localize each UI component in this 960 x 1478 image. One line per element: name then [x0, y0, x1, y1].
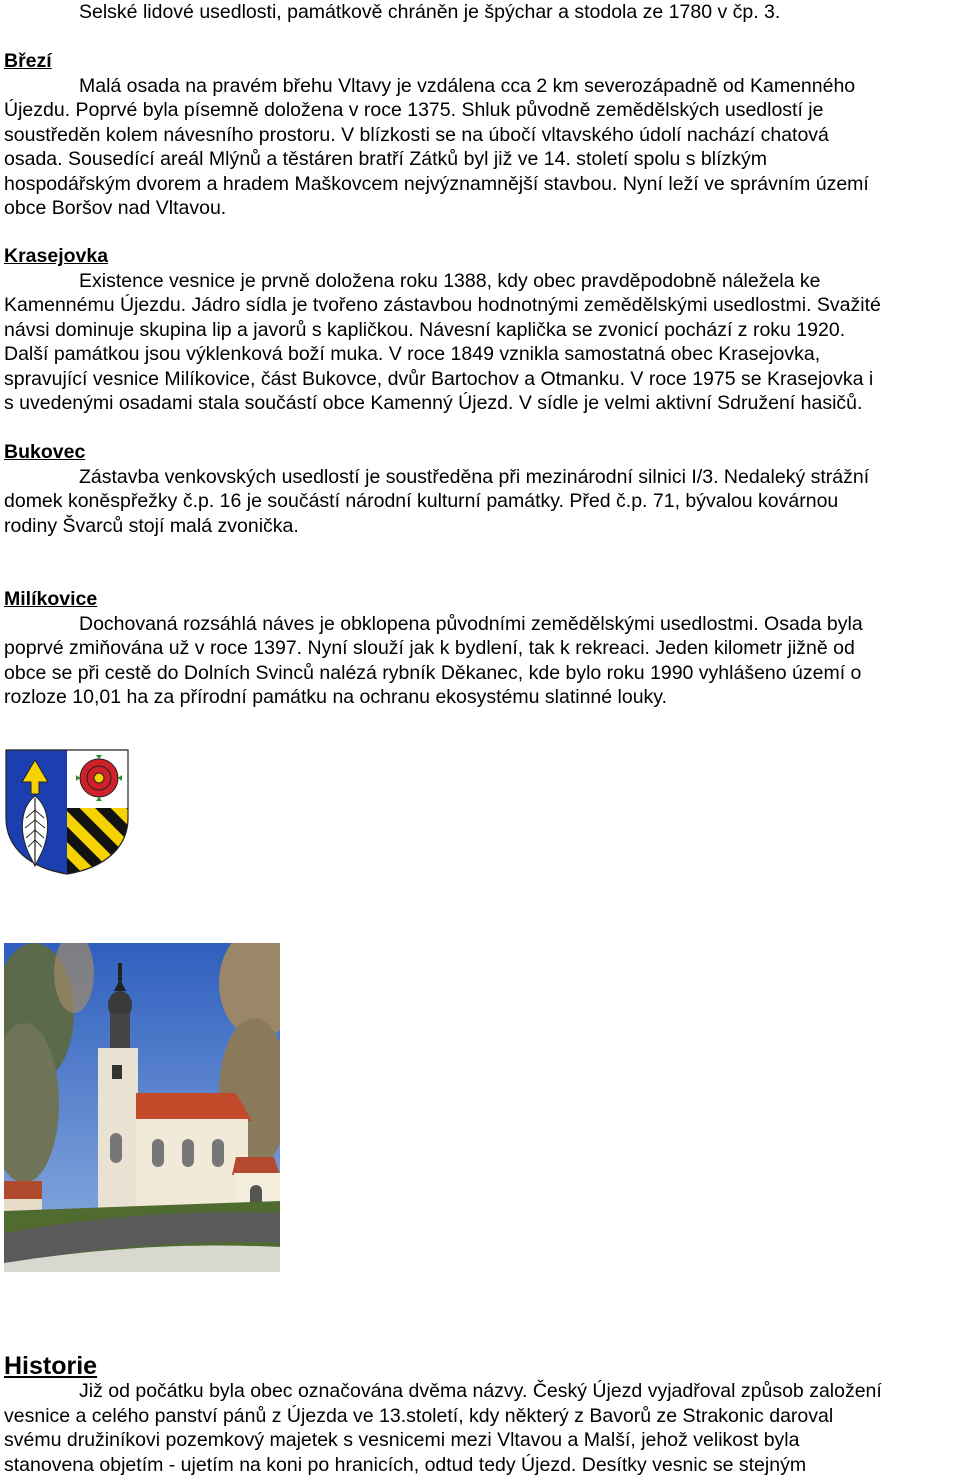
church-photo — [4, 943, 280, 1272]
text-line: Selské lidové usedlosti, památkově chráněn je špýchar a stodola ze 1780 v čp. 3. — [79, 1, 781, 23]
shield-striped-field — [67, 808, 130, 876]
section-paragraph — [4, 612, 960, 710]
text-line: Malá osada na pravém břehu Vltavy je vzdálena cca 2 km severozápadně od Kamenného — [79, 74, 856, 97]
section-heading: Březí — [4, 50, 52, 72]
history-paragraph — [4, 1379, 960, 1477]
text-line: rozloze 10,01 ha za přírodní památku na ochranu ekosystému slatinné louky. — [4, 686, 668, 708]
section-heading: Milíkovice — [4, 588, 98, 610]
text-line: stanovena objetím - ujetím na koni po hranicích, odtud tedy Újezd. Desítky vesnic se stejným — [4, 1453, 807, 1476]
text-line: návsi dominuje skupina lip a javorů s kapličkou. Návesní kaplička se zvonicí pochází z roku 1920. — [4, 318, 846, 341]
text-line: poprvé zmiňována už v roce 1397. Nyní slouží jak k bydlení, tak k rekreaci. Jeden kilometr jižně od — [4, 637, 855, 659]
text-line: Kamennému Újezdu. Jádro sídla je tvořeno zástavbou hodnotnými zemědělskými usedlostmi. Svažité — [4, 294, 881, 316]
text-line: soustředěn kolem návesního prostoru. V blízkosti se na úbočí vltavského údolí nachází chatová — [4, 123, 829, 146]
text-line: Újezdu. Poprvé byla písemně doložena v roce 1375. Shluk původně zemědělských usedlostí je — [4, 99, 824, 121]
section-heading: Bukovec — [4, 441, 86, 463]
text-line: Zástavba venkovských usedlostí je soustředěna při mezinárodní silnici I/3. Nedaleký strážní — [79, 465, 870, 488]
text-line: spravující vesnice Milíkovice, část Bukovce, dvůr Bartochov a Otmanku. V roce 1975 se Krasejovka i — [4, 367, 874, 390]
text-line: osada. Sousedící areál Mlýnů a těstáren bratří Zátků byl již ve 14. století spolu s blízkým — [4, 148, 768, 170]
text-line: svému družiníkovi pozemkový majetek s vesnicemi mezi Vltavou a Malší, jehož velikost byla — [4, 1429, 800, 1451]
section-paragraph — [4, 269, 960, 416]
section-krasejovka — [4, 244, 960, 416]
text-line: Další památkou jsou výklenková boží muka. V roce 1849 vznikla samostatná obec Krasejovka, — [4, 343, 821, 365]
text-line: domek koněspřežky č.p. 16 je součástí národní kulturní památky. Před č.p. 71, bývalou kovárnou — [4, 490, 839, 512]
coat-of-arms-image — [4, 748, 130, 876]
intro-paragraph — [4, 0, 960, 25]
text-line: Dochovaná rozsáhlá náves je obklopena původními zemědělskými usedlostmi. Osada byla — [79, 612, 863, 635]
section-historie — [4, 1352, 960, 1477]
text-line: hospodářským dvorem a hradem Maškovcem nejvýznamnější stavbou. Nyní leží ve správním území — [4, 172, 869, 195]
intro-text — [4, 0, 960, 25]
text-line: s uvedenými osadami stala součástí obce Kamenný Újezd. V sídle je velmi aktivní Sdružení hasičů. — [4, 392, 863, 414]
text-line: Již od počátku byla obec označována dvěma názvy. Český Újezd vyjadřoval způsob založení — [79, 1380, 882, 1402]
text-line: Existence vesnice je prvně doložena roku 1388, kdy obec pravděpodobně náležela ke — [79, 269, 821, 292]
text-line: obce Boršov nad Vltavou. — [4, 197, 227, 219]
section-heading: Krasejovka — [4, 245, 109, 267]
section-bukovec — [4, 440, 960, 538]
text-line: obce se při cestě do Dolních Svinců nalézá rybník Děkanec, kde bylo roku 1990 vyhlášeno území o — [4, 661, 862, 684]
history-heading: Historie — [4, 1352, 98, 1380]
text-line: vesnice a celého panství pánů z Újezda ve 13.století, kdy některý z Bavorů ze Strakonic daroval — [4, 1404, 834, 1427]
section-paragraph — [4, 74, 960, 221]
section-brezi — [4, 49, 960, 221]
text-line: rodiny Švarců stojí malá zvonička. — [4, 514, 299, 537]
section-milikovice — [4, 587, 960, 710]
section-paragraph — [4, 465, 960, 539]
